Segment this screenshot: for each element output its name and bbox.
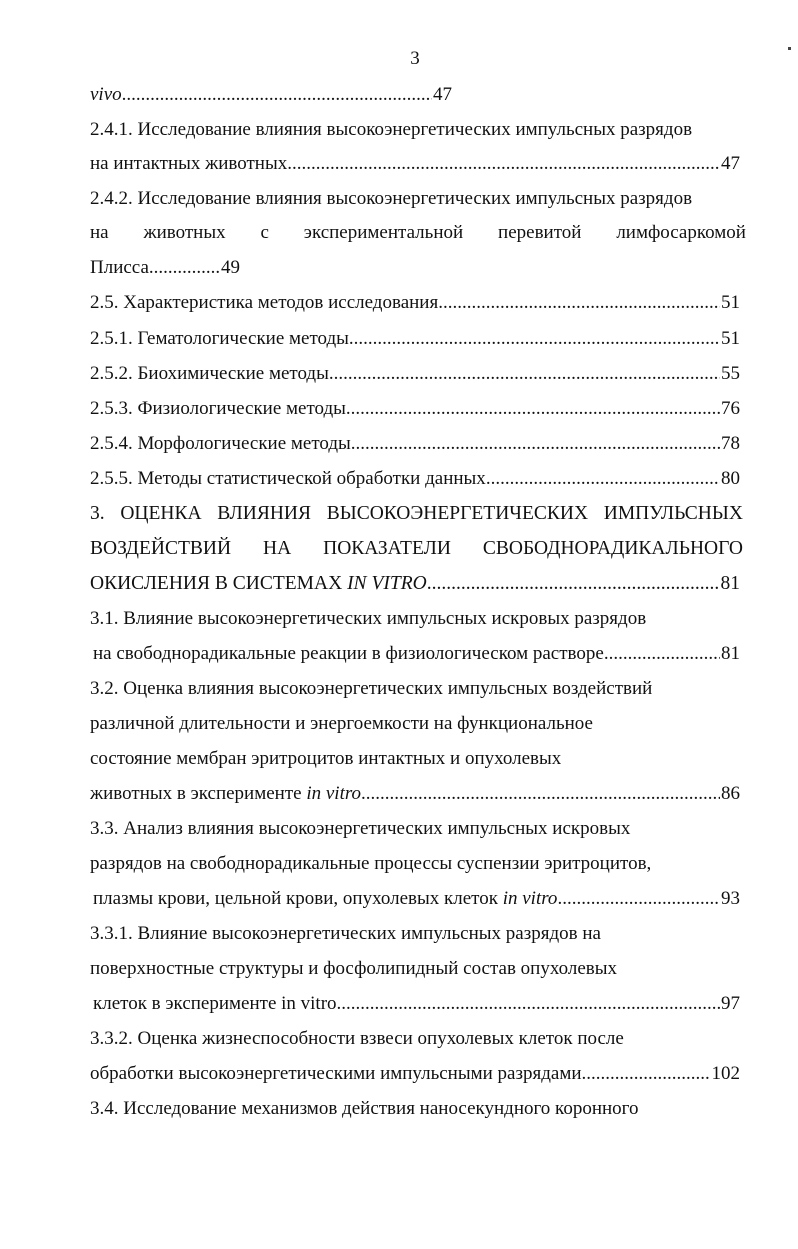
- toc-line: 3.4. Исследование механизмов действия наносекундного коронного: [90, 1098, 639, 1119]
- toc-line: [93, 991, 740, 1017]
- toc-entry-text: клеток в эксперименте in vitro: [93, 993, 337, 1014]
- toc-entry-text: плазмы крови, цельной крови, опухолевых клеток in vitro: [93, 888, 558, 909]
- toc-page: 76: [721, 398, 740, 419]
- toc-line: [90, 82, 452, 108]
- word: с: [260, 222, 269, 243]
- toc-page: 78: [721, 433, 740, 454]
- word: перевитой: [498, 222, 582, 243]
- toc-line: [90, 255, 240, 281]
- toc-entry-text: на интактных животных: [90, 153, 288, 174]
- toc-page: 47: [721, 153, 740, 174]
- toc-page: 97: [721, 993, 740, 1014]
- toc-line: [90, 781, 740, 807]
- word: животных: [143, 222, 226, 243]
- toc-line: состояние мембран эритроцитов интактных и опухолевых: [90, 748, 562, 769]
- toc-entry-text: 2.5.5. Методы статистической обработки данных: [90, 468, 486, 489]
- leader-dots: [351, 431, 720, 457]
- word: ИМПУЛЬСНЫХ: [603, 503, 743, 524]
- toc-line: 3.3. Анализ влияния высокоэнергетических импульсных искровых: [90, 818, 631, 839]
- toc-line: [93, 641, 740, 667]
- toc-line: [90, 290, 740, 316]
- toc-entry-text: на свободнорадикальные реакции в физиологическом растворе: [93, 643, 604, 664]
- toc-line: [90, 431, 740, 457]
- toc-entry-text: 2.5.1. Гематологические методы: [90, 328, 349, 349]
- toc-entry-text: 2.5.4. Морфологические методы: [90, 433, 351, 454]
- toc-line: 3.2. Оценка влияния высокоэнергетических импульсных воздействий: [90, 678, 653, 699]
- toc-entry-text: Плисса: [90, 257, 149, 278]
- toc-line: [93, 886, 740, 912]
- toc-page: 49: [221, 257, 240, 278]
- toc-entry-text: 2.5.3. Физиологические методы: [90, 398, 346, 419]
- toc-line: 3.3.2. Оценка жизнеспособности взвеси опухолевых клеток после: [90, 1028, 624, 1049]
- toc-page: 47: [433, 84, 452, 105]
- leader-dots: [287, 151, 720, 177]
- chapter-heading-line: [90, 571, 740, 597]
- leader-dots: [438, 290, 720, 316]
- leader-dots: [557, 886, 720, 912]
- page-number: 3: [410, 48, 420, 69]
- toc-line: [90, 151, 740, 177]
- leader-dots: [122, 82, 432, 108]
- leader-dots: [361, 781, 720, 807]
- toc-entry-text: 2.5. Характеристика методов исследования: [90, 292, 439, 313]
- word: ВЫСОКОЭНЕРГЕТИЧЕСКИХ: [326, 503, 589, 524]
- toc-entry-text: обработки высокоэнергетическими импульсными разрядами: [90, 1063, 582, 1084]
- toc-line: [90, 396, 740, 422]
- leader-dots: [337, 991, 720, 1017]
- toc-line: 3.1. Влияние высокоэнергетических импульсных искровых разрядов: [90, 608, 647, 629]
- toc-line: 2.4.1. Исследование влияния высокоэнергетических импульсных разрядов: [90, 119, 693, 140]
- toc-page: 86: [721, 783, 740, 804]
- leader-dots: [346, 396, 720, 422]
- leader-dots: [427, 571, 720, 597]
- toc-page: 51: [721, 328, 740, 349]
- chapter-heading-line: [90, 536, 743, 562]
- leader-dots: [149, 255, 220, 281]
- word: ОЦЕНКА: [120, 503, 202, 524]
- scan-speck: [788, 47, 791, 50]
- toc-line: [90, 1061, 740, 1087]
- word: НА: [263, 538, 292, 559]
- toc-entry-text: vivo: [90, 84, 122, 105]
- chapter-heading-line: [90, 501, 743, 527]
- leader-dots: [349, 326, 720, 352]
- toc-line: [90, 361, 740, 387]
- leader-dots: [486, 466, 720, 492]
- toc-line: поверхностные структуры и фосфолипидный состав опухолевых: [90, 958, 618, 979]
- toc-line: различной длительности и энергоемкости на функциональное: [90, 713, 593, 734]
- toc-line: [90, 326, 740, 352]
- toc-line: 3.3.1. Влияние высокоэнергетических импульсных разрядов на: [90, 923, 601, 944]
- toc-page: 93: [721, 888, 740, 909]
- toc-page: 55: [721, 363, 740, 384]
- toc-line: 2.4.2. Исследование влияния высокоэнергетических импульсных разрядов: [90, 188, 693, 209]
- word: на: [90, 222, 109, 243]
- toc-line: [90, 466, 740, 492]
- toc-line-justified: [90, 220, 746, 246]
- toc-page: 81: [720, 573, 740, 594]
- toc-entry-text: ОКИСЛЕНИЯ В СИСТЕМАХ IN VITRO: [90, 573, 427, 594]
- toc-line: разрядов на свободнорадикальные процессы суспензии эритроцитов,: [90, 853, 652, 874]
- word: ВЛИЯНИЯ: [217, 503, 311, 524]
- toc-page: 102: [711, 1063, 740, 1084]
- word: ПОКАЗАТЕЛИ: [323, 538, 451, 559]
- word: лимфосаркомой: [616, 222, 746, 243]
- leader-dots: [329, 361, 720, 387]
- toc-page: 80: [721, 468, 740, 489]
- toc-page: 81: [721, 643, 740, 664]
- toc-entry-text: 2.5.2. Биохимические методы: [90, 363, 329, 384]
- leader-dots: [604, 641, 720, 667]
- word: СВОБОДНОРАДИКАЛЬНОГО: [482, 538, 743, 559]
- word: экспериментальной: [303, 222, 464, 243]
- toc-page: 51: [721, 292, 740, 313]
- word: 3.: [90, 503, 105, 524]
- leader-dots: [582, 1061, 711, 1087]
- word: ВОЗДЕЙСТВИЙ: [90, 538, 232, 559]
- toc-entry-text: животных в эксперименте in vitro: [90, 783, 362, 804]
